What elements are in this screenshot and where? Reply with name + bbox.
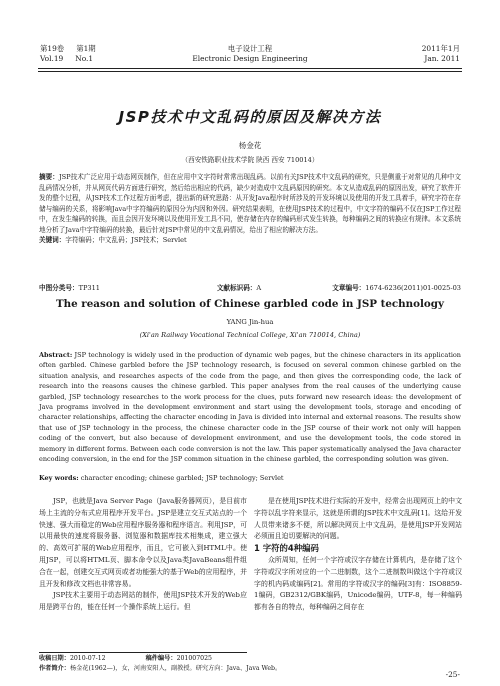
section-heading: 1 字符的4种编码 bbox=[254, 543, 319, 554]
author-name-en: YANG Jin-hua bbox=[226, 318, 274, 326]
header-volume-en: Vol.19 bbox=[40, 54, 64, 63]
header-rule-thin bbox=[38, 71, 462, 72]
header-date bbox=[422, 44, 460, 64]
affiliation-cn: （西安铁路职业技术学院 陕西 西安 710014） bbox=[181, 156, 319, 164]
abstract-en-text: JSP technology is widely used in the production of dynamic web pages, but the chinese characters in its application often garbled. Chinese garbled before the JSP technology research, is focused on several common chinese garbled on the situation analysis, and researches aspects of the code from the page, and then gives the corresponding code, the lack of research into the reasons causes the chinese garbled. This paper analyses from the real causes of the underlying cause garbled, JSP technology researches to the work process for the clues, puts forward new research ideas: the development of Java programs involved in the development environment and start using the development tools, storage and encoding of character relationships, affecting the character encoding in Java is divided into internal and external reasons. The results show that use of JSP technology in the process, the chinese character code in the JSP course of their work not only will happen coding of the convert, but also because of development environment, and use the development tools, the code stored in memory in different forms. Between each code conversion is not the law. This paper systematically analysed the Java character encoding conversion, in the end for the JSP common situation in the chinese garbled, the corresponding solution was given. bbox=[39, 351, 461, 464]
abstract-cn-label: 摘要： bbox=[39, 173, 59, 181]
journal-name-en: Electronic Design Engineering bbox=[192, 54, 308, 63]
header-rule bbox=[38, 68, 462, 69]
abstract-en-label: Abstract: bbox=[39, 351, 73, 359]
header-date-en: Jan. 2011 bbox=[424, 54, 460, 63]
header-volume-cn: 第19卷 bbox=[40, 44, 65, 53]
abstract-en bbox=[39, 350, 461, 464]
page-number: -25- bbox=[445, 670, 460, 679]
author-bio-label: 作者简介： bbox=[39, 665, 70, 672]
author-bio-text: 杨金花(1962—)，女，河南安阳人，副教授。研究方向：Java、Java Web。 bbox=[69, 665, 282, 672]
keywords-cn-text: 字符编码；中文乱码；JSP技术；Servlet bbox=[65, 236, 187, 244]
paper-title-en: The reason and solution of Chinese garbled code in JSP technology bbox=[56, 298, 444, 310]
header-date-cn: 2011年1月 bbox=[421, 44, 460, 53]
article-id-label: 文章编号： bbox=[332, 284, 366, 292]
body-paragraph: JSP，也就是Java Server Page（Java服务器网页），是目前市场上主流的分布式应用程序开发平台。JSP是建立交互式站点的一个快速、强大而稳定的Web应用程序服务器和程序语言。利用JSP，可以用最快的速度将服务器、浏览器和数据库技术相集成，建立强大的、高效可扩展的Web应用程序，而且，它可嵌入到HTML中。使用JSP，可以将HTML页、脚本命令以及Java类JavaBeans组件组合在一起，创建交互式网页或者功能强大的基于Web的应用程序，并且开发和修改文档也非常容易。 bbox=[39, 497, 247, 588]
article-id-value: 1674-6236(2011)01-0025-03 bbox=[365, 284, 461, 292]
body-paragraph: JSP技术主要用于动态网站的制作，使用JSP技术开发的Web应用是跨平台的，能在任何一个操作系统上运行。但 bbox=[39, 591, 247, 612]
header-number-cn: 第1期 bbox=[76, 44, 96, 53]
doc-code-label: 文献标识码： bbox=[216, 284, 257, 292]
manuscript-number: 201007025 bbox=[176, 655, 212, 662]
clc-value: TP311 bbox=[78, 284, 100, 292]
footnote-dates bbox=[39, 654, 339, 663]
keywords-en-text: character encoding; chinese garbled; JSP technology; Servlet bbox=[78, 474, 284, 482]
manuscript-label: 稿件编号： bbox=[145, 655, 177, 662]
body-column-right bbox=[254, 496, 462, 614]
footnote-rule bbox=[39, 652, 247, 653]
keywords-cn bbox=[39, 235, 461, 246]
body-paragraph: 是在使用JSP技术进行实际的开发中，经常会出现网页上的中文字符以乱字符来显示，这就是所谓的JSP技术中文乱码[1]。这给开发人员带来诸多不便，所以解决网页上中文乱码，是使用JSP开发网站必须面且迫切要解决的问题。 bbox=[254, 497, 462, 541]
footnote-author bbox=[39, 664, 339, 673]
abstract-cn bbox=[39, 172, 461, 246]
journal-name-cn: 电子设计工程 bbox=[227, 44, 273, 53]
received-date: 2010-07-12 bbox=[69, 655, 106, 662]
header-number-en: No.1 bbox=[75, 54, 94, 63]
received-label: 收稿日期： bbox=[39, 655, 70, 662]
body-column-left bbox=[39, 496, 247, 614]
clc-label: 中图分类号： bbox=[39, 284, 79, 292]
keywords-en bbox=[39, 474, 461, 482]
abstract-cn-text: JSP技术广泛应用于动态网页制作，但在应用中文字符时常常出现乱码。以前有关JSP技术中文乱码的研究，只是侧重于对常见的几种中文乱码情况分析，并从网页代码方面进行研究，然后给出相应的代码，缺少对造成中文乱码原因的研究。本文从造成乱码的原因出发，研究了软件开发的整个过程，从JSP技术工作过程方面考虑，提出新的研究思路：从开发Java程序时所涉及的开发环境以及使用的开发工具着手，研究字符在存储与编码的关系，将影响Java中字符编码的原因分为内因和外因。研究结果表明，在使用JSP技术的过程中，中文字符的编码不仅在JSP工作过程中，在发生编码的转换，而且会因开发环境以及使用开发工具不同，使存储在内存的编码形式发生转换，每种编码之间的转换应有规律。本文系统地分析了Java中字符编码的转换，最后针对JSP中常见的中文乱码情况，给出了相应的解决方法。 bbox=[39, 173, 461, 234]
affiliation-en: (Xi'an Railway Vocational Technical College, Xi'an 710014, China) bbox=[139, 331, 361, 339]
keywords-cn-label: 关键词： bbox=[39, 236, 66, 244]
author-name-cn: 杨金花 bbox=[238, 141, 262, 150]
paper-title-cn: JSP技术中文乱码的原因及解决方法 bbox=[118, 108, 382, 126]
body-paragraph: 众所周知，任何一个字符或汉字存储在计算机内，是存储了这个字符或汉字所对应的一个二进制数，这个二进制数叫做这个字符或汉字的机内码或编码[2]。常用的字符或汉字的编码[3]有：ISO8859-1编码，GB2312/GBK编码，Unicode编码，UTF-8，每一种编码都有各自的特点，每种编码之间存在 bbox=[254, 555, 462, 612]
doc-code-value: A bbox=[256, 284, 262, 292]
classification-row bbox=[39, 282, 461, 292]
keywords-en-label: Key words: bbox=[39, 474, 79, 482]
